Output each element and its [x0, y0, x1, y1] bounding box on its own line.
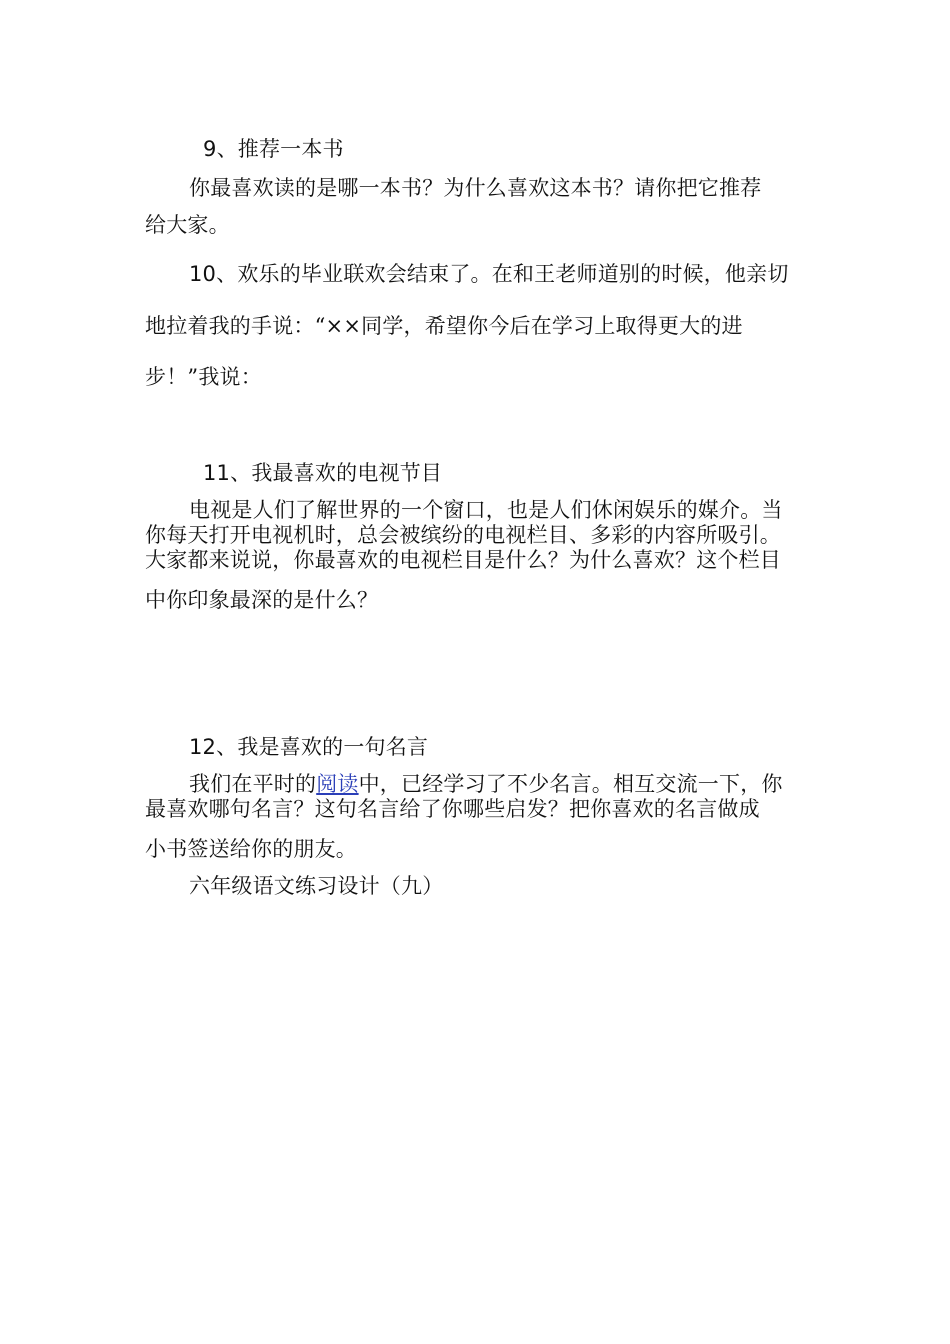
section-10-line-1	[189, 261, 789, 287]
section-9-body-line-1: 你最喜欢读的是哪一本书？为什么喜欢这本书？请你把它推荐	[189, 176, 762, 200]
section-12-body-line-1-pre: 我们在平时的	[189, 772, 317, 796]
section-11-body-line-2: 你每天打开电视机时，总会被缤纷的电视栏目、多彩的内容所吸引。	[145, 523, 781, 547]
section-12-body-line-1	[189, 771, 783, 797]
section-11-body-line-1: 电视是人们了解世界的一个窗口，也是人们休闲娱乐的媒介。当	[189, 498, 783, 522]
section-10-line-1-text: 、欢乐的毕业联欢会结束了。在和王老师道别的时候，他亲切	[216, 262, 789, 286]
reading-link[interactable]: 阅读	[316, 772, 359, 796]
section-9-number: 9	[203, 137, 217, 161]
section-11-body-line-4: 中你印象最深的是什么？	[145, 588, 379, 612]
section-10-line-2: 地拉着我的手说：“××同学，希望你今后在学习上取得更大的进	[145, 314, 743, 338]
practice-design-title: 六年级语文练习设计（九）	[189, 874, 444, 898]
section-11-body-line-3: 大家都来说说，你最喜欢的电视栏目是什么？为什么喜欢？这个栏目	[145, 548, 781, 572]
section-12-body-line-2: 最喜欢哪句名言？这句名言给了你哪些启发？把你喜欢的名言做成	[145, 797, 760, 821]
section-12-body-line-1-post: 中，已经学习了不少名言。相互交流一下，你	[358, 772, 783, 796]
section-11-title: 、我最喜欢的电视节目	[230, 461, 443, 485]
section-12-body-line-3: 小书签送给你的朋友。	[145, 837, 357, 861]
section-12-heading	[189, 734, 428, 760]
section-9-title: 、推荐一本书	[216, 137, 344, 161]
section-10-line-3: 步！”我说：	[145, 365, 262, 389]
section-12-title: 、我是喜欢的一句名言	[216, 735, 429, 759]
section-11-heading	[203, 460, 442, 486]
section-10-number: 10	[189, 262, 217, 286]
section-9-body-line-2: 给大家。	[145, 213, 230, 237]
section-12-number: 12	[189, 735, 217, 759]
section-9-heading	[203, 136, 344, 162]
section-11-number: 11	[203, 461, 231, 485]
